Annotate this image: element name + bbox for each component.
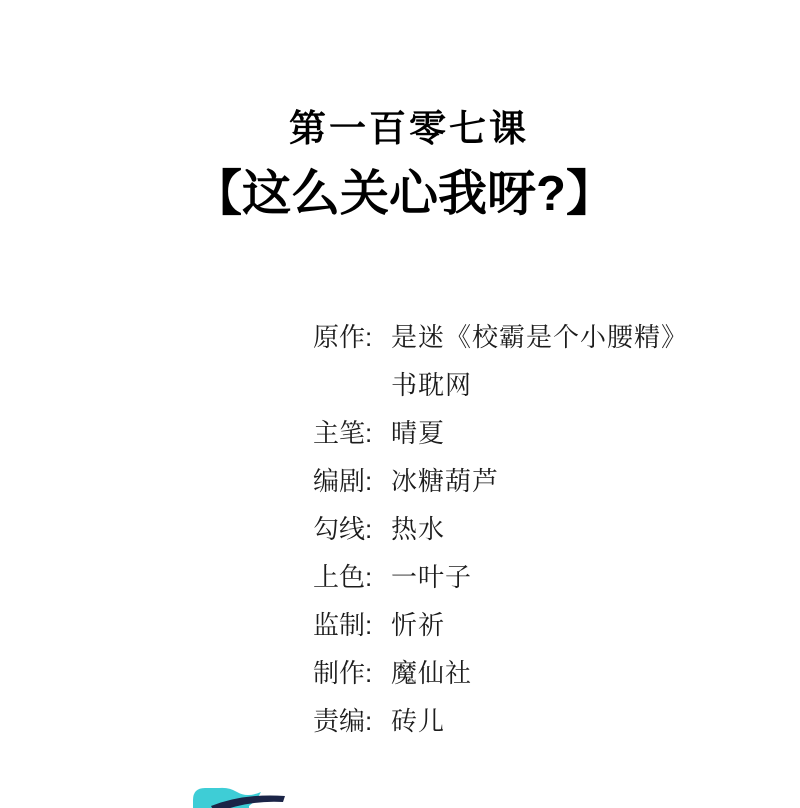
credit-role-label: 原作: <box>313 321 373 352</box>
credit-role-label: 主笔: <box>313 417 373 448</box>
credit-role-label: 责编: <box>313 705 373 736</box>
chapter-subtitle: 【这么关心我呀?】 <box>193 167 615 221</box>
credit-role-label: 制作: <box>313 657 373 688</box>
credit-value: 忻祈 <box>391 609 446 640</box>
studio-logo-icon <box>189 786 293 808</box>
credit-value: 一叶子 <box>391 561 473 592</box>
chapter-number-title: 第一百零七课 <box>289 108 529 149</box>
credit-value: 魔仙社 <box>391 657 473 688</box>
credit-row-lead-artist <box>313 407 688 455</box>
credit-row-production <box>313 647 688 695</box>
credits-list <box>313 311 688 743</box>
credit-value: 晴夏 <box>391 417 446 448</box>
credit-role-label: 上色: <box>313 561 373 592</box>
credit-row-original-source <box>313 359 688 407</box>
credit-role-label: 编剧: <box>313 465 373 496</box>
credit-value: 冰糖葫芦 <box>391 465 500 496</box>
credit-value: 书耽网 <box>391 369 473 400</box>
credit-value: 是迷《校霸是个小腰精》 <box>391 321 689 352</box>
credit-row-screenwriter <box>313 455 688 503</box>
credit-value: 砖儿 <box>391 705 446 736</box>
credit-row-original-work <box>313 311 688 359</box>
credit-role-label: 监制: <box>313 609 373 640</box>
credit-value: 热水 <box>391 513 446 544</box>
credit-row-editor <box>313 695 688 743</box>
credit-row-coloring <box>313 551 688 599</box>
credit-role-label: 勾线: <box>313 513 373 544</box>
credit-row-lineart <box>313 503 688 551</box>
credit-row-supervisor <box>313 599 688 647</box>
